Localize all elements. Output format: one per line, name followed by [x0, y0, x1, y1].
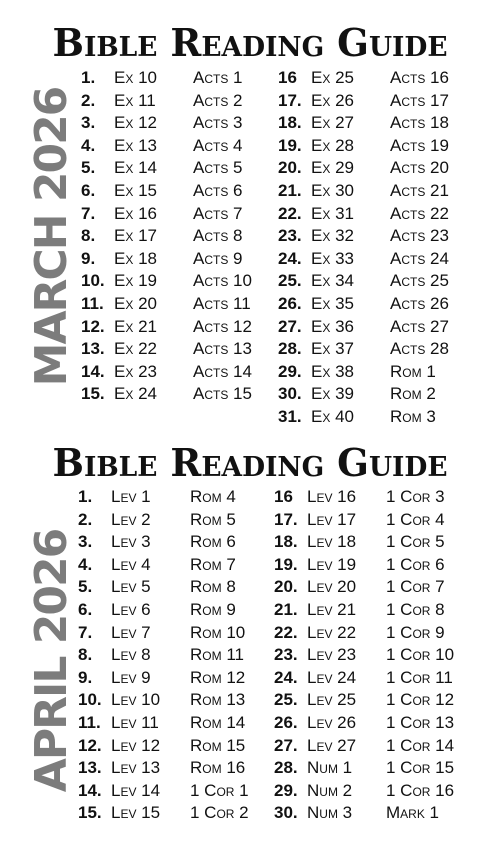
- reading-ot: Ex 24: [114, 384, 157, 404]
- day-number: 10.: [78, 690, 102, 710]
- reading-ot: Ex 32: [311, 226, 354, 246]
- reading-ot: Lev 9: [111, 667, 151, 687]
- day-number: 28.: [278, 339, 302, 359]
- reading-row: [78, 554, 268, 576]
- reading-nt: Rom 15: [190, 735, 246, 755]
- reading-ot: Lev 13: [111, 758, 161, 778]
- day-number: 31.: [278, 407, 302, 426]
- reading-ot: Lev 6: [111, 600, 151, 619]
- day-number: 13.: [78, 758, 102, 778]
- reading-nt: 1 Cor 15: [386, 758, 455, 778]
- day-number: 24.: [278, 248, 302, 268]
- reading-row: [81, 135, 271, 157]
- day-number: 22.: [278, 203, 302, 223]
- reading-nt: Acts 24: [390, 248, 449, 268]
- reading-row: [274, 554, 464, 576]
- reading-ot: Num 3: [307, 803, 353, 823]
- reading-ot: Lev 23: [307, 645, 357, 665]
- reading-nt: 1 Cor 14: [386, 735, 455, 755]
- day-number: 3.: [81, 113, 96, 133]
- reading-nt: Acts 6: [193, 181, 243, 200]
- day-number: 8.: [78, 645, 93, 665]
- reading-nt: Rom 9: [190, 600, 236, 619]
- day-number: 15.: [81, 384, 105, 404]
- reading-row: [81, 112, 271, 134]
- day-number: 3.: [78, 532, 93, 552]
- reading-row: [81, 225, 271, 247]
- reading-ot: Lev 11: [111, 713, 159, 732]
- day-number: 18.: [278, 113, 302, 133]
- reading-ot: Ex 20: [114, 294, 157, 313]
- reading-nt: Acts 3: [193, 113, 243, 133]
- reading-ot: Lev 3: [111, 532, 151, 552]
- reading-nt: Acts 13: [193, 339, 252, 359]
- reading-nt: Acts 5: [193, 158, 243, 178]
- reading-nt: Acts 19: [390, 135, 449, 155]
- day-number: 19.: [278, 135, 302, 155]
- day-number: 24.: [274, 667, 298, 687]
- reading-nt: Rom 7: [190, 554, 236, 574]
- day-number: 8.: [81, 226, 96, 246]
- reading-row: [78, 689, 268, 711]
- reading-row: [78, 622, 268, 644]
- reading-nt: 1 Cor 3: [386, 487, 445, 506]
- reading-ot: Ex 29: [311, 158, 354, 178]
- reading-row: [81, 361, 271, 383]
- reading-row: [274, 735, 464, 757]
- reading-row: [81, 203, 271, 225]
- reading-nt: Rom 6: [190, 532, 236, 552]
- day-number: 9.: [78, 667, 93, 687]
- reading-row: [278, 316, 468, 338]
- day-number: 16: [274, 487, 293, 506]
- day-number: 23.: [274, 645, 298, 665]
- reading-row: [81, 67, 271, 89]
- reading-ot: Ex 37: [311, 339, 354, 359]
- reading-ot: Ex 27: [311, 113, 354, 133]
- day-number: 18.: [274, 532, 298, 552]
- reading-ot: Ex 19: [114, 271, 157, 291]
- reading-row: [278, 112, 468, 134]
- reading-nt: 1 Cor 13: [386, 713, 455, 732]
- reading-ot: Ex 28: [311, 135, 354, 155]
- reading-row: [274, 486, 464, 508]
- day-number: 16: [278, 68, 297, 87]
- reading-row: [81, 316, 271, 338]
- reading-ot: Ex 10: [114, 68, 157, 87]
- reading-ot: Lev 1: [111, 487, 151, 506]
- reading-nt: Acts 7: [193, 203, 243, 223]
- reading-nt: Acts 25: [390, 271, 449, 291]
- reading-ot: Lev 17: [307, 509, 357, 529]
- reading-nt: Acts 1: [193, 68, 243, 87]
- reading-nt: Acts 2: [193, 90, 243, 110]
- day-number: 4.: [81, 135, 96, 155]
- reading-row: [274, 712, 464, 734]
- reading-nt: Rom 14: [190, 713, 246, 732]
- reading-ot: Ex 31: [311, 203, 354, 223]
- day-number: 21.: [274, 600, 298, 619]
- reading-nt: Rom 8: [190, 577, 236, 597]
- reading-nt: 1 Cor 1: [190, 780, 249, 800]
- reading-row: [78, 486, 268, 508]
- day-number: 12.: [81, 316, 105, 336]
- reading-ot: Lev 22: [307, 622, 357, 642]
- reading-ot: Lev 12: [111, 735, 161, 755]
- reading-nt: Acts 23: [390, 226, 449, 246]
- reading-ot: Ex 26: [311, 90, 354, 110]
- reading-ot: Lev 20: [307, 577, 357, 597]
- day-number: 15.: [78, 803, 102, 823]
- reading-ot: Ex 21: [114, 316, 157, 336]
- reading-row: [78, 735, 268, 757]
- day-number: 26.: [278, 294, 302, 313]
- reading-ot: Ex 15: [114, 181, 157, 200]
- day-number: 29.: [278, 361, 302, 381]
- reading-nt: Rom 2: [390, 384, 436, 404]
- reading-ot: Ex 17: [114, 226, 157, 246]
- reading-nt: Acts 10: [193, 271, 252, 291]
- reading-ot: Lev 21: [307, 600, 357, 619]
- day-number: 27.: [278, 316, 302, 336]
- day-number: 21.: [278, 181, 302, 200]
- reading-ot: Ex 39: [311, 384, 354, 404]
- day-number: 14.: [78, 780, 102, 800]
- reading-row: [274, 644, 464, 666]
- day-number: 28.: [274, 758, 298, 778]
- reading-row: [274, 757, 464, 779]
- reading-row: [278, 157, 468, 179]
- reading-ot: Ex 16: [114, 203, 157, 223]
- reading-ot: Ex 34: [311, 271, 354, 291]
- reading-row: [81, 270, 271, 292]
- reading-row: [81, 180, 271, 202]
- reading-row: [78, 644, 268, 666]
- reading-nt: 1 Cor 5: [386, 532, 445, 552]
- reading-nt: Acts 17: [390, 90, 449, 110]
- day-number: 2.: [81, 90, 96, 110]
- reading-row: [78, 757, 268, 779]
- reading-row: [278, 180, 468, 202]
- april-guide: [0, 430, 500, 850]
- day-number: 6.: [78, 600, 93, 619]
- day-number: 9.: [81, 248, 96, 268]
- march-side-label: MARCH 2026: [26, 87, 77, 387]
- reading-row: [274, 509, 464, 531]
- day-number: 7.: [81, 203, 96, 223]
- day-number: 1.: [78, 487, 93, 506]
- day-number: 25.: [278, 271, 302, 291]
- reading-row: [278, 248, 468, 270]
- reading-row: [278, 338, 468, 360]
- reading-nt: Rom 5: [190, 509, 236, 529]
- day-number: 23.: [278, 226, 302, 246]
- reading-row: [274, 780, 464, 802]
- reading-row: [81, 157, 271, 179]
- reading-row: [274, 576, 464, 598]
- day-number: 20.: [278, 158, 302, 178]
- reading-nt: 1 Cor 4: [386, 509, 445, 529]
- reading-nt: Rom 13: [190, 690, 246, 710]
- reading-ot: Lev 16: [307, 487, 357, 506]
- reading-nt: 1 Cor 9: [386, 622, 445, 642]
- reading-ot: Lev 4: [111, 554, 151, 574]
- reading-row: [274, 622, 464, 644]
- reading-row: [81, 248, 271, 270]
- reading-ot: Num 2: [307, 780, 353, 800]
- reading-nt: Acts 14: [193, 361, 252, 381]
- reading-ot: Ex 38: [311, 361, 354, 381]
- reading-ot: Lev 10: [111, 690, 161, 710]
- reading-ot: Lev 24: [307, 667, 357, 687]
- reading-ot: Lev 7: [111, 622, 151, 642]
- reading-ot: Lev 14: [111, 780, 161, 800]
- day-number: 17.: [274, 509, 298, 529]
- reading-nt: Rom 11: [190, 645, 244, 665]
- day-number: 4.: [78, 554, 93, 574]
- reading-ot: Lev 26: [307, 713, 357, 732]
- reading-nt: 1 Cor 11: [386, 667, 453, 687]
- reading-row: [78, 599, 268, 621]
- reading-row: [274, 689, 464, 711]
- reading-row: [278, 406, 468, 428]
- reading-row: [78, 712, 268, 734]
- april-side-label: APRIL 2026: [26, 529, 77, 793]
- day-number: 26.: [274, 713, 298, 732]
- reading-nt: Mark 1: [386, 803, 440, 823]
- reading-nt: 1 Cor 6: [386, 554, 445, 574]
- reading-nt: Acts 11: [193, 294, 251, 313]
- day-number: 5.: [78, 577, 93, 597]
- day-number: 1.: [81, 68, 96, 87]
- reading-nt: Acts 20: [390, 158, 449, 178]
- reading-row: [278, 293, 468, 315]
- reading-nt: Acts 4: [193, 135, 243, 155]
- reading-nt: Acts 22: [390, 203, 449, 223]
- reading-row: [78, 531, 268, 553]
- reading-row: [274, 599, 464, 621]
- reading-ot: Ex 14: [114, 158, 157, 178]
- reading-nt: Acts 18: [390, 113, 449, 133]
- reading-row: [78, 576, 268, 598]
- day-number: 29.: [274, 780, 298, 800]
- day-number: 14.: [81, 361, 105, 381]
- reading-ot: Lev 8: [111, 645, 151, 665]
- reading-row: [278, 67, 468, 89]
- day-number: 7.: [78, 622, 93, 642]
- reading-nt: Rom 1: [390, 361, 436, 381]
- day-number: 11.: [81, 294, 104, 313]
- day-number: 13.: [81, 339, 105, 359]
- reading-nt: Rom 16: [190, 758, 246, 778]
- reading-row: [278, 225, 468, 247]
- reading-ot: Lev 5: [111, 577, 151, 597]
- reading-ot: Ex 25: [311, 68, 354, 87]
- reading-nt: Rom 10: [190, 622, 246, 642]
- day-number: 2.: [78, 509, 93, 529]
- reading-nt: Rom 3: [390, 407, 436, 426]
- day-number: 25.: [274, 690, 298, 710]
- reading-row: [78, 667, 268, 689]
- reading-nt: Acts 8: [193, 226, 243, 246]
- reading-ot: Lev 19: [307, 554, 357, 574]
- reading-ot: Ex 30: [311, 181, 354, 200]
- reading-ot: Ex 35: [311, 294, 354, 313]
- reading-row: [81, 293, 271, 315]
- day-number: 11.: [78, 713, 101, 732]
- reading-ot: Ex 33: [311, 248, 354, 268]
- reading-ot: Ex 11: [114, 90, 156, 110]
- reading-row: [81, 90, 271, 112]
- reading-row: [78, 780, 268, 802]
- reading-nt: 1 Cor 2: [190, 803, 249, 823]
- reading-nt: Acts 27: [390, 316, 449, 336]
- reading-nt: Acts 26: [390, 294, 449, 313]
- day-number: 30.: [274, 803, 298, 823]
- reading-row: [81, 383, 271, 405]
- reading-nt: 1 Cor 12: [386, 690, 455, 710]
- reading-ot: Lev 25: [307, 690, 357, 710]
- reading-row: [78, 509, 268, 531]
- reading-ot: Ex 23: [114, 361, 157, 381]
- reading-row: [81, 338, 271, 360]
- reading-ot: Ex 22: [114, 339, 157, 359]
- reading-ot: Ex 13: [114, 135, 157, 155]
- reading-nt: 1 Cor 8: [386, 600, 445, 619]
- day-number: 27.: [274, 735, 298, 755]
- reading-row: [278, 383, 468, 405]
- reading-nt: Acts 12: [193, 316, 252, 336]
- reading-ot: Lev 15: [111, 803, 161, 823]
- reading-nt: Acts 15: [193, 384, 252, 404]
- reading-ot: Lev 27: [307, 735, 357, 755]
- reading-nt: 1 Cor 16: [386, 780, 455, 800]
- reading-nt: Acts 21: [390, 181, 449, 200]
- day-number: 6.: [81, 181, 96, 200]
- april-title: Bible Reading Guide: [52, 440, 448, 485]
- reading-row: [274, 802, 464, 824]
- reading-row: [278, 203, 468, 225]
- march-title: Bible Reading Guide: [52, 20, 448, 65]
- reading-nt: Rom 12: [190, 667, 246, 687]
- day-number: 12.: [78, 735, 102, 755]
- reading-row: [274, 531, 464, 553]
- reading-nt: 1 Cor 7: [386, 577, 445, 597]
- reading-ot: Ex 40: [311, 407, 354, 426]
- reading-ot: Lev 18: [307, 532, 357, 552]
- reading-row: [278, 270, 468, 292]
- reading-ot: Num 1: [307, 758, 353, 778]
- day-number: 30.: [278, 384, 302, 404]
- day-number: 10.: [81, 271, 105, 291]
- reading-nt: 1 Cor 10: [386, 645, 455, 665]
- reading-ot: Ex 12: [114, 113, 157, 133]
- reading-nt: Rom 4: [190, 487, 236, 506]
- reading-nt: Acts 9: [193, 248, 243, 268]
- reading-row: [278, 90, 468, 112]
- reading-nt: Acts 16: [390, 68, 449, 87]
- day-number: 19.: [274, 554, 298, 574]
- reading-ot: Ex 36: [311, 316, 354, 336]
- day-number: 22.: [274, 622, 298, 642]
- reading-row: [274, 667, 464, 689]
- reading-ot: Lev 2: [111, 509, 151, 529]
- reading-ot: Ex 18: [114, 248, 157, 268]
- day-number: 20.: [274, 577, 298, 597]
- day-number: 17.: [278, 90, 302, 110]
- reading-row: [278, 361, 468, 383]
- day-number: 5.: [81, 158, 96, 178]
- reading-nt: Acts 28: [390, 339, 449, 359]
- reading-row: [78, 802, 268, 824]
- reading-row: [278, 135, 468, 157]
